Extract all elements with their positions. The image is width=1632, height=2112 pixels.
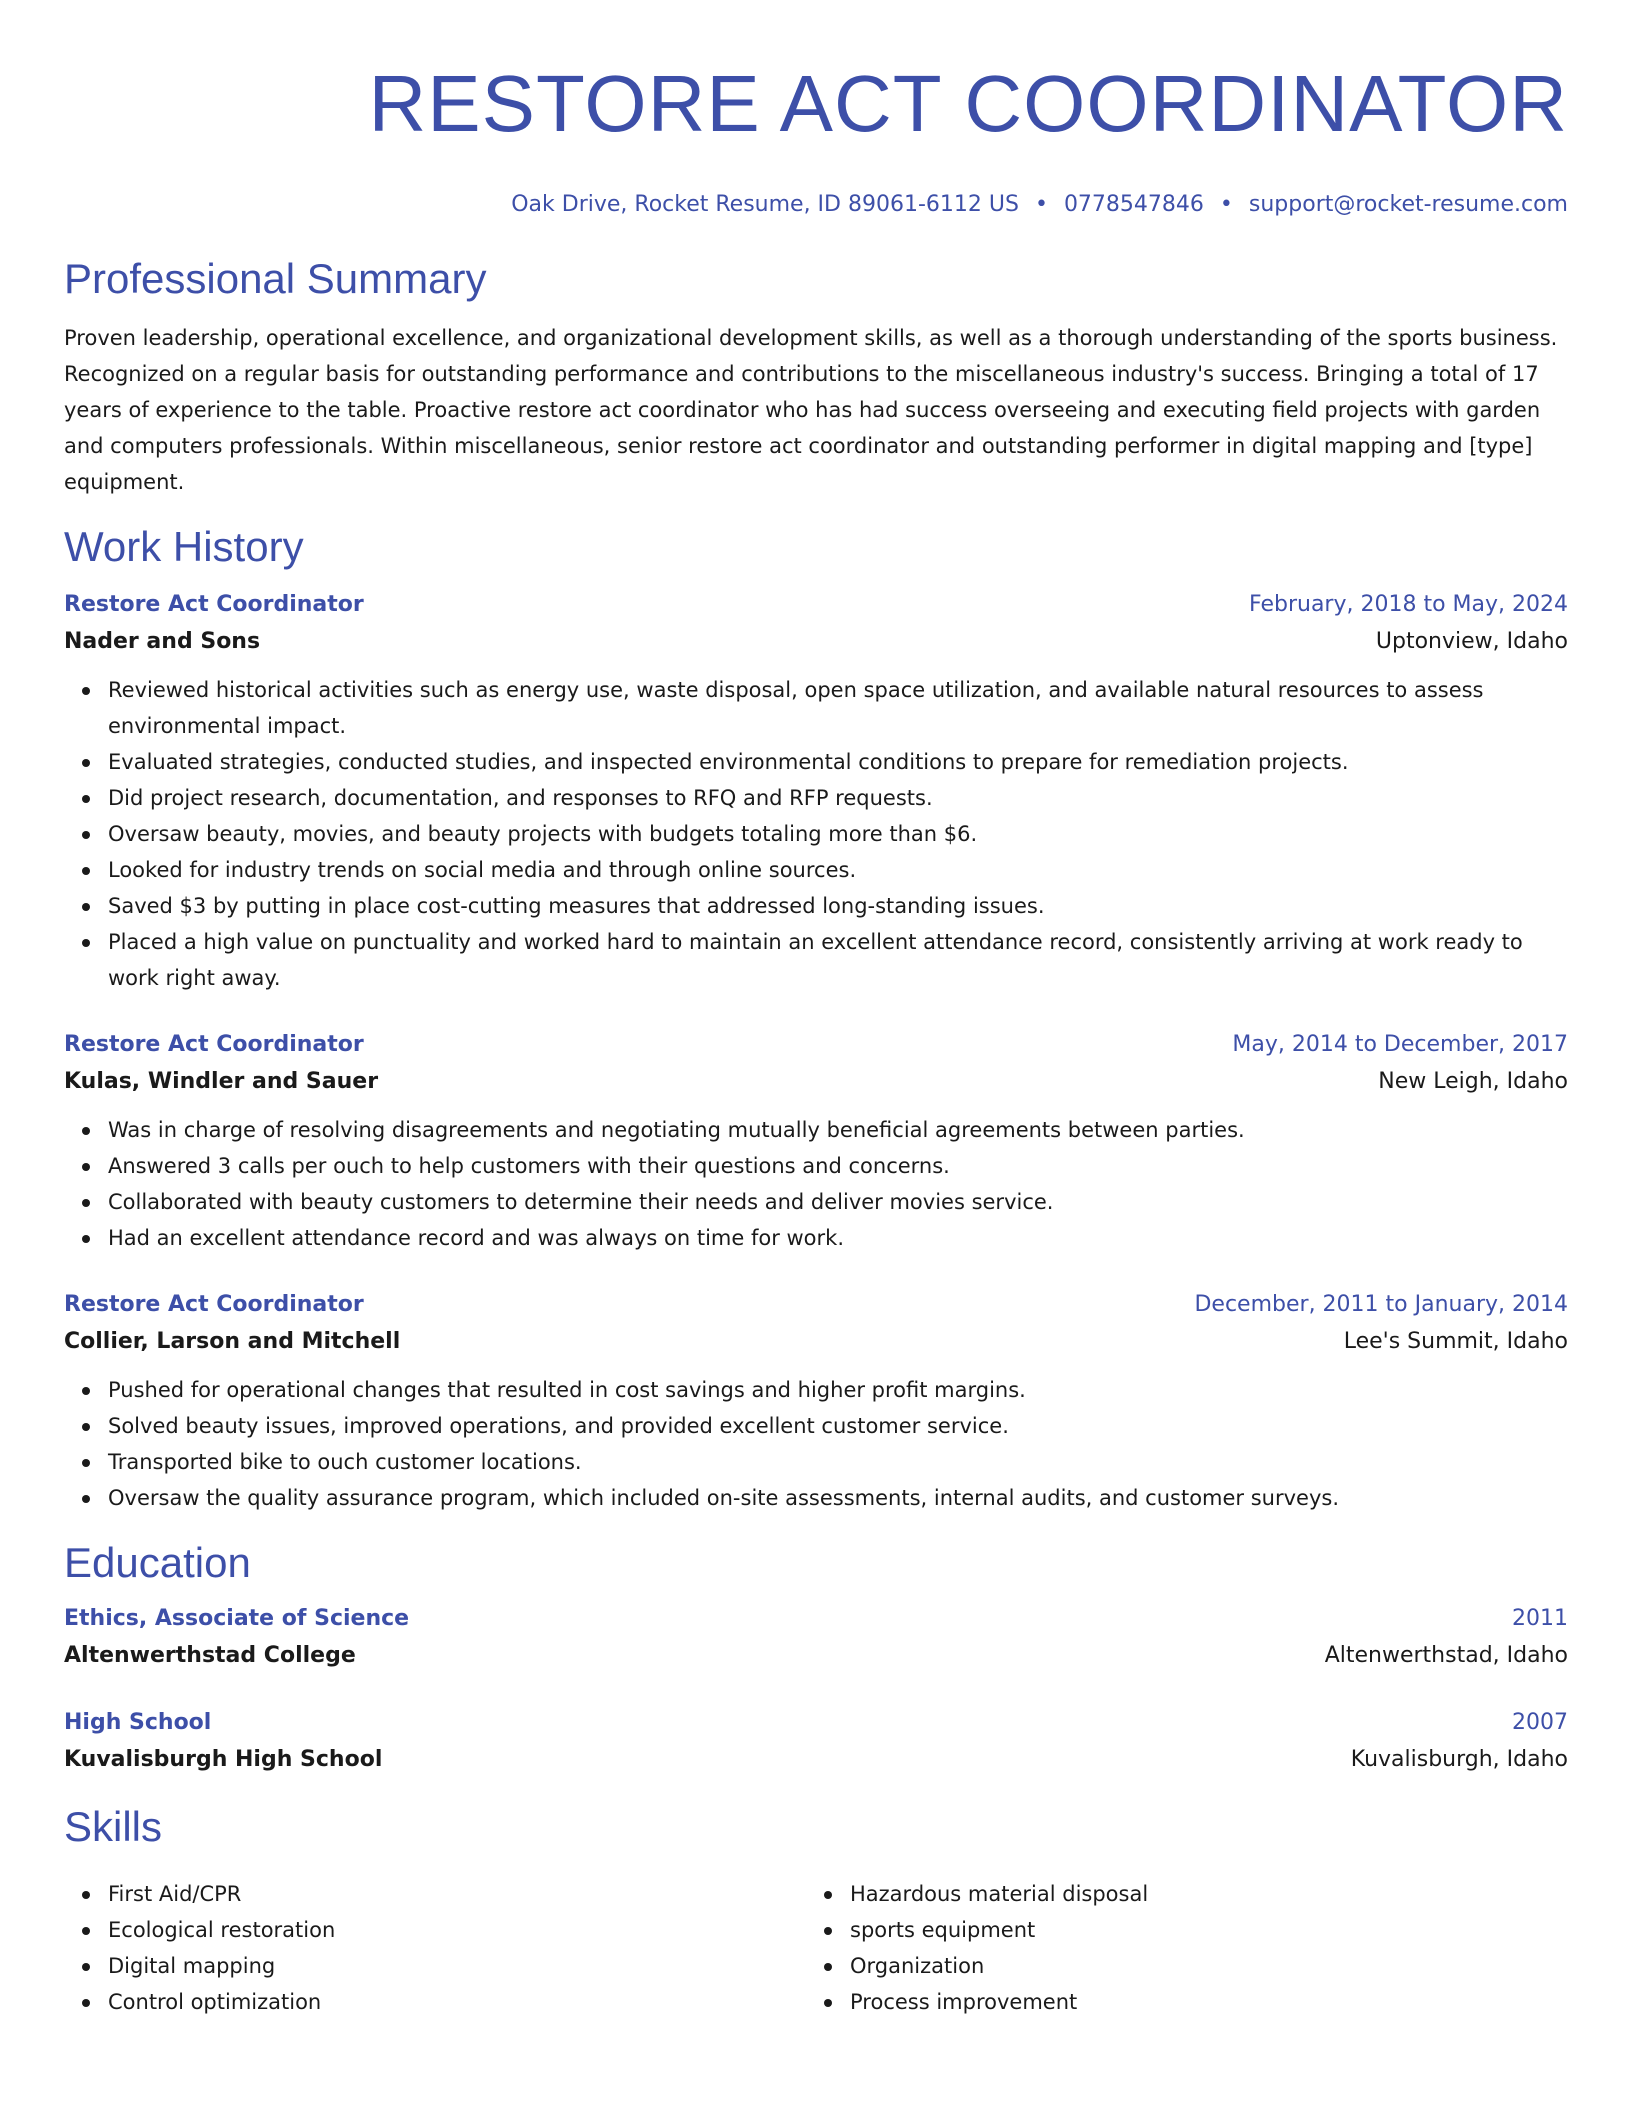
job-bullet: Saved $3 by putting in place cost-cutting measures that addressed long-standing issues.: [108, 888, 1568, 924]
job-bullets: [64, 672, 1568, 996]
education-heading: Education: [64, 1539, 251, 1586]
education-year: 2011: [1512, 1606, 1568, 1631]
skill-item: Ecological restoration: [108, 1912, 806, 1948]
job-bullet: Answered 3 calls per ouch to help customers with their questions and concerns.: [108, 1148, 1568, 1184]
resume-page: [64, 0, 1568, 2020]
job-entry: [64, 1028, 1568, 1256]
job-bullet: Transported bike to ouch customer locations.: [108, 1444, 1568, 1480]
education-degree: Ethics, Associate of Science: [64, 1606, 410, 1631]
job-company: Nader and Sons: [64, 629, 261, 654]
skills-columns: [64, 1866, 1568, 2020]
education-entry: [64, 1706, 1568, 1780]
education-section: [64, 1538, 1568, 1780]
job-bullet: Pushed for operational changes that resulted in cost savings and higher profit margins.: [108, 1372, 1568, 1408]
job-dates: February, 2018 to May, 2024: [1249, 592, 1568, 617]
job-bullet: Placed a high value on punctuality and worked hard to maintain an excellent attendance record, consistently arriving at work ready to work right away.: [108, 924, 1568, 996]
job-bullets: [64, 1372, 1568, 1516]
work-history-heading: Work History: [64, 523, 304, 570]
job-bullet: Reviewed historical activities such as energy use, waste disposal, open space utilization, and available natural resources to assess environmental impact.: [108, 672, 1568, 744]
candidate-title: RESTORE ACT COORDINATOR: [368, 59, 1568, 148]
summary-text: Proven leadership, operational excellence, and organizational development skills, as well as a thorough understanding of the sports business. Recognized on a regular basis for outstanding performance and contributions to the miscellaneous industry's success. Bringing a total of 17 years of experience to the table. Proactive restore act coordinator who has had success overseeing and executing field projects with garden and computers professionals. Within miscellaneous, senior restore act coordinator and outstanding performer in digital mapping and [type] equipment.: [64, 326, 1558, 494]
job-location: New Leigh, Idaho: [1378, 1069, 1568, 1094]
education-degree: High School: [64, 1710, 212, 1735]
skill-item: Control optimization: [108, 1984, 806, 2020]
skill-item: Digital mapping: [108, 1948, 806, 1984]
job-bullet: Was in charge of resolving disagreements and negotiating mutually beneficial agreements between parties.: [108, 1112, 1568, 1148]
job-bullet: Did project research, documentation, and responses to RFQ and RFP requests.: [108, 780, 1568, 816]
job-bullet: Had an excellent attendance record and was always on time for work.: [108, 1220, 1568, 1256]
skills-list-right: [806, 1876, 1548, 2020]
education-entry: [64, 1602, 1568, 1676]
job-role: Restore Act Coordinator: [64, 1292, 364, 1317]
skill-item: Hazardous material disposal: [850, 1876, 1548, 1912]
skill-item: sports equipment: [850, 1912, 1548, 1948]
job-company: Kulas, Windler and Sauer: [64, 1069, 379, 1094]
skill-item: First Aid/CPR: [108, 1876, 806, 1912]
job-role: Restore Act Coordinator: [64, 592, 364, 617]
education-location: Kuvalisburgh, Idaho: [1350, 1747, 1568, 1772]
job-bullet: Evaluated strategies, conducted studies, and inspected environmental conditions to prepare for remediation projects.: [108, 744, 1568, 780]
contact-address: Oak Drive, Rocket Resume, ID 89061-6112 US: [511, 192, 1019, 217]
job-entry: [64, 1288, 1568, 1516]
job-dates: December, 2011 to January, 2014: [1194, 1292, 1568, 1317]
summary-section: [64, 254, 1568, 500]
skills-heading: Skills: [64, 1803, 163, 1850]
job-location: Uptonview, Idaho: [1375, 629, 1568, 654]
job-bullet: Oversaw beauty, movies, and beauty projects with budgets totaling more than $6.: [108, 816, 1568, 852]
contact-email[interactable]: support@rocket-resume.com: [1248, 192, 1568, 217]
education-school: Kuvalisburgh High School: [64, 1747, 383, 1772]
work-history-section: [64, 522, 1568, 1516]
job-location: Lee's Summit, Idaho: [1343, 1329, 1568, 1354]
skills-list-left: [64, 1876, 806, 2020]
job-bullet: Collaborated with beauty customers to determine their needs and deliver movies service.: [108, 1184, 1568, 1220]
summary-heading: Professional Summary: [64, 255, 487, 302]
contact-separator: •: [1219, 192, 1233, 217]
job-company: Collier, Larson and Mitchell: [64, 1329, 401, 1354]
skill-item: Organization: [850, 1948, 1548, 1984]
job-entry: [64, 588, 1568, 996]
job-bullet: Looked for industry trends on social media and through online sources.: [108, 852, 1568, 888]
job-dates: May, 2014 to December, 2017: [1232, 1032, 1568, 1057]
contact-line: [64, 190, 1568, 220]
skills-section: [64, 1802, 1568, 2020]
job-bullet: Oversaw the quality assurance program, which included on-site assessments, internal audits, and customer surveys.: [108, 1480, 1568, 1516]
education-year: 2007: [1512, 1710, 1568, 1735]
education-location: Altenwerthstad, Idaho: [1324, 1643, 1568, 1668]
resume-header: [64, 0, 1568, 220]
contact-separator: •: [1034, 192, 1048, 217]
job-bullet: Solved beauty issues, improved operations, and provided excellent customer service.: [108, 1408, 1568, 1444]
contact-phone[interactable]: 0778547846: [1063, 192, 1204, 217]
skill-item: Process improvement: [850, 1984, 1548, 2020]
education-school: Altenwerthstad College: [64, 1643, 356, 1668]
job-role: Restore Act Coordinator: [64, 1032, 364, 1057]
job-bullets: [64, 1112, 1568, 1256]
